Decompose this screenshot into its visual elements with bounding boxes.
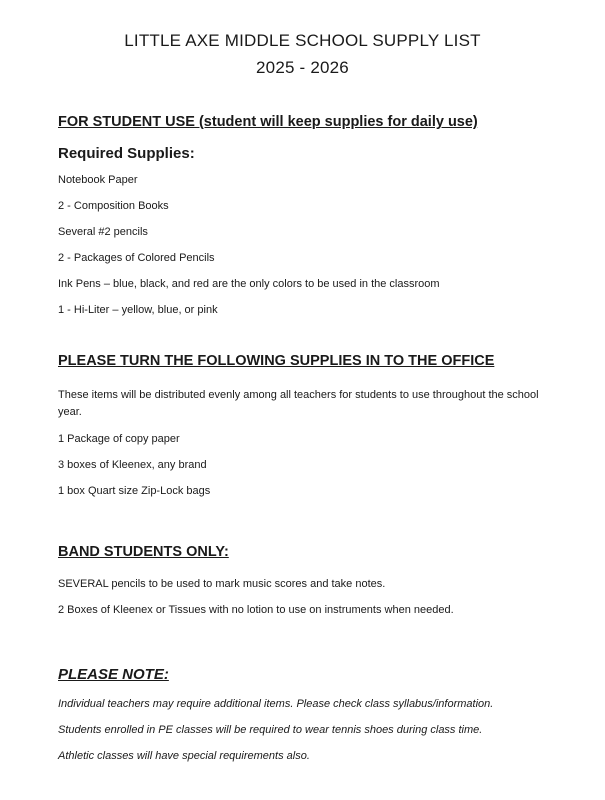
note-item: Athletic classes will have special requirements also. bbox=[58, 750, 310, 762]
student-supply-item: 2 - Packages of Colored Pencils bbox=[58, 252, 215, 264]
band-supply-item: 2 Boxes of Kleenex or Tissues with no lotion to use on instruments when needed. bbox=[58, 604, 454, 616]
note-item: Individual teachers may require additional items. Please check class syllabus/information. bbox=[58, 698, 494, 710]
student-use-heading: FOR STUDENT USE (student will keep supplies for daily use) bbox=[58, 114, 478, 130]
student-supply-item: 1 - Hi-Liter – yellow, blue, or pink bbox=[58, 304, 218, 316]
school-year: 2025 - 2026 bbox=[256, 58, 349, 77]
student-supply-item: Notebook Paper bbox=[58, 174, 138, 186]
office-supplies-description: These items will be distributed evenly among all teachers for students to use throughout the school year. bbox=[58, 389, 539, 418]
please-note-heading: PLEASE NOTE: bbox=[58, 666, 169, 683]
office-supply-item: 1 Package of copy paper bbox=[58, 433, 180, 445]
student-supply-item: 2 - Composition Books bbox=[58, 200, 169, 212]
student-supply-item: Several #2 pencils bbox=[58, 226, 148, 238]
office-supply-item: 1 box Quart size Zip-Lock bags bbox=[58, 485, 211, 497]
band-students-heading: BAND STUDENTS ONLY: bbox=[58, 544, 229, 560]
note-item: Students enrolled in PE classes will be required to wear tennis shoes during class time. bbox=[58, 724, 483, 736]
office-supplies-heading: PLEASE TURN THE FOLLOWING SUPPLIES IN TO THE OFFICE bbox=[58, 353, 495, 369]
office-supply-item: 3 boxes of Kleenex, any brand bbox=[58, 459, 207, 471]
band-supply-item: SEVERAL pencils to be used to mark music scores and take notes. bbox=[58, 578, 386, 590]
student-supply-item: Ink Pens – blue, black, and red are the only colors to be used in the classroom bbox=[58, 278, 440, 290]
document-title: LITTLE AXE MIDDLE SCHOOL SUPPLY LIST bbox=[124, 31, 481, 50]
required-supplies-heading: Required Supplies: bbox=[58, 145, 195, 162]
